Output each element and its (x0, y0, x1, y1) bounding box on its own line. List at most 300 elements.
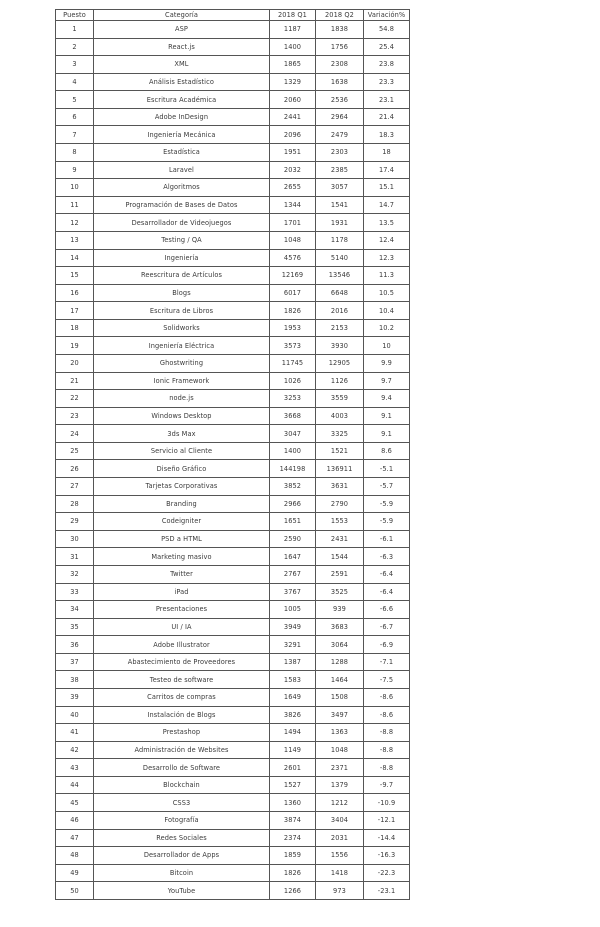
cell-2018-q2: 2303 (316, 144, 364, 162)
cell-2018-q1: 3874 (270, 812, 316, 830)
cell-2018-q1: 3668 (270, 407, 316, 425)
cell-2018-q1: 1826 (270, 302, 316, 320)
cell-2018-q1: 1527 (270, 776, 316, 794)
cell-variacion: -7.5 (364, 671, 410, 689)
cell-puesto: 37 (56, 653, 94, 671)
cell-2018-q2: 2153 (316, 319, 364, 337)
cell-categoria: Branding (94, 495, 270, 513)
cell-2018-q2: 1126 (316, 372, 364, 390)
cell-2018-q1: 3291 (270, 636, 316, 654)
table-row (56, 196, 410, 214)
cell-2018-q2: 973 (316, 882, 364, 900)
table-row (56, 671, 410, 689)
table-row (56, 688, 410, 706)
cell-puesto: 25 (56, 442, 94, 460)
cell-puesto: 34 (56, 601, 94, 619)
cell-2018-q1: 1649 (270, 688, 316, 706)
cell-puesto: 7 (56, 126, 94, 144)
cell-puesto: 31 (56, 548, 94, 566)
cell-variacion: 23.3 (364, 73, 410, 91)
cell-categoria: Escritura de Libros (94, 302, 270, 320)
cell-2018-q2: 4003 (316, 407, 364, 425)
cell-2018-q1: 1026 (270, 372, 316, 390)
cell-puesto: 26 (56, 460, 94, 478)
cell-2018-q1: 1360 (270, 794, 316, 812)
table-row (56, 812, 410, 830)
cell-categoria: Desarrollador de Videojuegos (94, 214, 270, 232)
cell-puesto: 21 (56, 372, 94, 390)
cell-2018-q1: 1494 (270, 724, 316, 742)
cell-categoria: Testeo de software (94, 671, 270, 689)
cell-puesto: 49 (56, 864, 94, 882)
cell-variacion: 15.1 (364, 179, 410, 197)
cell-variacion: 17.4 (364, 161, 410, 179)
cell-2018-q2: 2964 (316, 108, 364, 126)
cell-puesto: 20 (56, 354, 94, 372)
cell-puesto: 12 (56, 214, 94, 232)
cell-categoria: Laravel (94, 161, 270, 179)
cell-categoria: Prestashop (94, 724, 270, 742)
cell-variacion: 12.4 (364, 231, 410, 249)
cell-2018-q2: 2031 (316, 829, 364, 847)
cell-2018-q1: 1048 (270, 231, 316, 249)
cell-2018-q1: 3573 (270, 337, 316, 355)
cell-categoria: Ghostwriting (94, 354, 270, 372)
cell-2018-q2: 1464 (316, 671, 364, 689)
cell-variacion: 23.1 (364, 91, 410, 109)
table-row (56, 565, 410, 583)
cell-2018-q2: 1541 (316, 196, 364, 214)
cell-2018-q2: 2790 (316, 495, 364, 513)
cell-puesto: 48 (56, 847, 94, 865)
cell-puesto: 5 (56, 91, 94, 109)
cell-2018-q2: 5140 (316, 249, 364, 267)
cell-categoria: Blogs (94, 284, 270, 302)
cell-puesto: 16 (56, 284, 94, 302)
table-body (56, 21, 410, 900)
cell-categoria: Administración de Websites (94, 741, 270, 759)
cell-puesto: 43 (56, 759, 94, 777)
cell-2018-q2: 1931 (316, 214, 364, 232)
cell-categoria: Algoritmos (94, 179, 270, 197)
cell-puesto: 22 (56, 390, 94, 408)
cell-variacion: -5.9 (364, 495, 410, 513)
cell-categoria: Bitcoin (94, 864, 270, 882)
cell-puesto: 15 (56, 267, 94, 285)
cell-puesto: 18 (56, 319, 94, 337)
cell-categoria: CSS3 (94, 794, 270, 812)
cell-puesto: 29 (56, 513, 94, 531)
cell-2018-q1: 2096 (270, 126, 316, 144)
cell-2018-q1: 1400 (270, 442, 316, 460)
cell-2018-q2: 1521 (316, 442, 364, 460)
cell-2018-q2: 3631 (316, 478, 364, 496)
cell-categoria: Tarjetas Corporativas (94, 478, 270, 496)
cell-2018-q2: 3057 (316, 179, 364, 197)
cell-2018-q2: 6648 (316, 284, 364, 302)
table-row (56, 882, 410, 900)
cell-2018-q1: 3949 (270, 618, 316, 636)
table-row (56, 794, 410, 812)
cell-puesto: 13 (56, 231, 94, 249)
cell-2018-q2: 1638 (316, 73, 364, 91)
cell-puesto: 35 (56, 618, 94, 636)
cell-categoria: Presentaciones (94, 601, 270, 619)
cell-categoria: Codeigniter (94, 513, 270, 531)
table-row (56, 776, 410, 794)
cell-puesto: 30 (56, 530, 94, 548)
table-row (56, 91, 410, 109)
cell-categoria: Testing / QA (94, 231, 270, 249)
cell-2018-q2: 3497 (316, 706, 364, 724)
cell-categoria: Windows Desktop (94, 407, 270, 425)
cell-2018-q2: 3683 (316, 618, 364, 636)
cell-puesto: 24 (56, 425, 94, 443)
cell-puesto: 36 (56, 636, 94, 654)
cell-puesto: 47 (56, 829, 94, 847)
cell-2018-q1: 3852 (270, 478, 316, 496)
cell-2018-q1: 1005 (270, 601, 316, 619)
cell-2018-q1: 2060 (270, 91, 316, 109)
cell-variacion: 25.4 (364, 38, 410, 56)
cell-2018-q2: 13546 (316, 267, 364, 285)
header-variacion: Variación% (364, 10, 410, 21)
cell-2018-q2: 3325 (316, 425, 364, 443)
ranking-table (55, 9, 410, 900)
cell-variacion: 8.6 (364, 442, 410, 460)
cell-2018-q1: 1266 (270, 882, 316, 900)
cell-variacion: -6.7 (364, 618, 410, 636)
cell-puesto: 8 (56, 144, 94, 162)
cell-puesto: 17 (56, 302, 94, 320)
cell-2018-q1: 4576 (270, 249, 316, 267)
cell-variacion: -6.3 (364, 548, 410, 566)
cell-2018-q2: 1544 (316, 548, 364, 566)
cell-variacion: -8.8 (364, 724, 410, 742)
cell-categoria: PSD a HTML (94, 530, 270, 548)
cell-2018-q1: 2655 (270, 179, 316, 197)
table-row (56, 741, 410, 759)
table-row (56, 706, 410, 724)
cell-variacion: -5.7 (364, 478, 410, 496)
table-row (56, 161, 410, 179)
cell-2018-q1: 11745 (270, 354, 316, 372)
table-row (56, 864, 410, 882)
table-row (56, 530, 410, 548)
cell-2018-q1: 1187 (270, 21, 316, 39)
cell-2018-q1: 3047 (270, 425, 316, 443)
cell-variacion: -23.1 (364, 882, 410, 900)
table-row (56, 759, 410, 777)
cell-categoria: XML (94, 56, 270, 74)
cell-puesto: 46 (56, 812, 94, 830)
cell-2018-q1: 1149 (270, 741, 316, 759)
cell-2018-q2: 3559 (316, 390, 364, 408)
cell-variacion: 23.8 (364, 56, 410, 74)
cell-categoria: Ingeniería Mecánica (94, 126, 270, 144)
cell-puesto: 50 (56, 882, 94, 900)
cell-variacion: 10.5 (364, 284, 410, 302)
cell-variacion: -10.9 (364, 794, 410, 812)
cell-2018-q2: 2016 (316, 302, 364, 320)
cell-2018-q1: 12169 (270, 267, 316, 285)
cell-puesto: 38 (56, 671, 94, 689)
cell-categoria: Estadística (94, 144, 270, 162)
cell-2018-q2: 3404 (316, 812, 364, 830)
cell-variacion: 9.4 (364, 390, 410, 408)
cell-categoria: Solidworks (94, 319, 270, 337)
cell-2018-q1: 3253 (270, 390, 316, 408)
cell-categoria: iPad (94, 583, 270, 601)
table-row (56, 407, 410, 425)
cell-categoria: Carritos de compras (94, 688, 270, 706)
cell-puesto: 6 (56, 108, 94, 126)
table-row (56, 513, 410, 531)
cell-categoria: Desarrollador de Apps (94, 847, 270, 865)
cell-variacion: -7.1 (364, 653, 410, 671)
table-row (56, 267, 410, 285)
cell-2018-q1: 1329 (270, 73, 316, 91)
cell-2018-q2: 1508 (316, 688, 364, 706)
cell-2018-q2: 2536 (316, 91, 364, 109)
cell-categoria: UI / IA (94, 618, 270, 636)
cell-2018-q1: 1859 (270, 847, 316, 865)
cell-2018-q2: 1379 (316, 776, 364, 794)
cell-2018-q2: 2308 (316, 56, 364, 74)
cell-categoria: node.js (94, 390, 270, 408)
cell-categoria: Escritura Académica (94, 91, 270, 109)
cell-2018-q1: 2032 (270, 161, 316, 179)
table-row (56, 442, 410, 460)
table-row (56, 21, 410, 39)
cell-puesto: 39 (56, 688, 94, 706)
table-row (56, 354, 410, 372)
cell-variacion: 18 (364, 144, 410, 162)
cell-2018-q2: 1556 (316, 847, 364, 865)
table-row (56, 231, 410, 249)
table-row (56, 460, 410, 478)
cell-2018-q2: 1178 (316, 231, 364, 249)
cell-2018-q1: 1865 (270, 56, 316, 74)
cell-variacion: 13.5 (364, 214, 410, 232)
cell-categoria: Ingeniería (94, 249, 270, 267)
cell-puesto: 19 (56, 337, 94, 355)
cell-variacion: -14.4 (364, 829, 410, 847)
cell-puesto: 44 (56, 776, 94, 794)
table-row (56, 249, 410, 267)
cell-variacion: -22.3 (364, 864, 410, 882)
cell-2018-q1: 3826 (270, 706, 316, 724)
table-row (56, 390, 410, 408)
table-row (56, 478, 410, 496)
cell-2018-q1: 2441 (270, 108, 316, 126)
table-row (56, 126, 410, 144)
cell-2018-q1: 2374 (270, 829, 316, 847)
cell-2018-q2: 3525 (316, 583, 364, 601)
cell-2018-q1: 1647 (270, 548, 316, 566)
cell-variacion: 10.2 (364, 319, 410, 337)
cell-2018-q2: 2385 (316, 161, 364, 179)
cell-puesto: 14 (56, 249, 94, 267)
table-row (56, 214, 410, 232)
table-row (56, 302, 410, 320)
cell-categoria: Fotografía (94, 812, 270, 830)
cell-variacion: -6.4 (364, 565, 410, 583)
cell-variacion: 14.7 (364, 196, 410, 214)
cell-puesto: 27 (56, 478, 94, 496)
cell-categoria: Twitter (94, 565, 270, 583)
cell-2018-q1: 1344 (270, 196, 316, 214)
cell-2018-q2: 1048 (316, 741, 364, 759)
cell-variacion: -8.8 (364, 759, 410, 777)
cell-puesto: 40 (56, 706, 94, 724)
table-row (56, 73, 410, 91)
cell-variacion: -6.4 (364, 583, 410, 601)
cell-variacion: -9.7 (364, 776, 410, 794)
cell-2018-q1: 1651 (270, 513, 316, 531)
cell-puesto: 2 (56, 38, 94, 56)
cell-2018-q1: 2767 (270, 565, 316, 583)
cell-2018-q1: 2601 (270, 759, 316, 777)
cell-categoria: Redes Sociales (94, 829, 270, 847)
cell-categoria: Diseño Gráfico (94, 460, 270, 478)
cell-2018-q2: 2591 (316, 565, 364, 583)
cell-2018-q1: 1400 (270, 38, 316, 56)
cell-2018-q1: 1951 (270, 144, 316, 162)
table-header-row (56, 10, 410, 21)
cell-variacion: 54.8 (364, 21, 410, 39)
table-row (56, 618, 410, 636)
table-row (56, 179, 410, 197)
cell-categoria: Blockchain (94, 776, 270, 794)
cell-variacion: 11.3 (364, 267, 410, 285)
cell-puesto: 41 (56, 724, 94, 742)
cell-2018-q2: 1553 (316, 513, 364, 531)
cell-2018-q1: 1583 (270, 671, 316, 689)
cell-categoria: 3ds Max (94, 425, 270, 443)
table-row (56, 724, 410, 742)
table-row (56, 495, 410, 513)
cell-puesto: 23 (56, 407, 94, 425)
table-row (56, 337, 410, 355)
table-row (56, 583, 410, 601)
cell-2018-q2: 939 (316, 601, 364, 619)
cell-puesto: 4 (56, 73, 94, 91)
cell-puesto: 28 (56, 495, 94, 513)
cell-puesto: 9 (56, 161, 94, 179)
cell-2018-q1: 2966 (270, 495, 316, 513)
cell-2018-q2: 1838 (316, 21, 364, 39)
cell-categoria: Adobe Illustrator (94, 636, 270, 654)
cell-variacion: 18.3 (364, 126, 410, 144)
cell-categoria: Ionic Framework (94, 372, 270, 390)
cell-categoria: Instalación de Blogs (94, 706, 270, 724)
cell-categoria: Programación de Bases de Datos (94, 196, 270, 214)
cell-puesto: 11 (56, 196, 94, 214)
cell-categoria: Servicio al Cliente (94, 442, 270, 460)
cell-2018-q2: 1288 (316, 653, 364, 671)
cell-2018-q1: 6017 (270, 284, 316, 302)
cell-2018-q2: 12905 (316, 354, 364, 372)
cell-variacion: 10 (364, 337, 410, 355)
table-row (56, 144, 410, 162)
table-row (56, 56, 410, 74)
table-row (56, 636, 410, 654)
cell-categoria: Análisis Estadístico (94, 73, 270, 91)
table-row (56, 372, 410, 390)
cell-variacion: 9.1 (364, 407, 410, 425)
table-row (56, 38, 410, 56)
table-row (56, 548, 410, 566)
cell-2018-q1: 144198 (270, 460, 316, 478)
header-categoria: Categoría (94, 10, 270, 21)
cell-categoria: ASP (94, 21, 270, 39)
table-row (56, 601, 410, 619)
cell-categoria: React.js (94, 38, 270, 56)
header-2018-q1: 2018 Q1 (270, 10, 316, 21)
cell-variacion: -8.6 (364, 688, 410, 706)
cell-variacion: -5.1 (364, 460, 410, 478)
cell-puesto: 33 (56, 583, 94, 601)
table-row (56, 847, 410, 865)
table-row (56, 319, 410, 337)
cell-variacion: 9.9 (364, 354, 410, 372)
cell-2018-q1: 1387 (270, 653, 316, 671)
cell-2018-q2: 1363 (316, 724, 364, 742)
cell-categoria: Ingeniería Eléctrica (94, 337, 270, 355)
cell-2018-q1: 1826 (270, 864, 316, 882)
cell-2018-q2: 2371 (316, 759, 364, 777)
cell-2018-q1: 3767 (270, 583, 316, 601)
cell-categoria: Marketing masivo (94, 548, 270, 566)
cell-puesto: 10 (56, 179, 94, 197)
cell-2018-q2: 2479 (316, 126, 364, 144)
cell-puesto: 32 (56, 565, 94, 583)
table-row (56, 653, 410, 671)
cell-variacion: 9.7 (364, 372, 410, 390)
header-puesto: Puesto (56, 10, 94, 21)
cell-2018-q1: 2590 (270, 530, 316, 548)
cell-variacion: -12.1 (364, 812, 410, 830)
cell-variacion: -8.6 (364, 706, 410, 724)
cell-categoria: Reescritura de Artículos (94, 267, 270, 285)
cell-2018-q2: 3064 (316, 636, 364, 654)
cell-variacion: -16.3 (364, 847, 410, 865)
cell-variacion: -8.8 (364, 741, 410, 759)
cell-variacion: -6.6 (364, 601, 410, 619)
cell-2018-q2: 1212 (316, 794, 364, 812)
cell-2018-q2: 1756 (316, 38, 364, 56)
cell-puesto: 1 (56, 21, 94, 39)
cell-2018-q2: 3930 (316, 337, 364, 355)
cell-2018-q2: 2431 (316, 530, 364, 548)
cell-variacion: -6.1 (364, 530, 410, 548)
header-2018-q2: 2018 Q2 (316, 10, 364, 21)
cell-variacion: 21.4 (364, 108, 410, 126)
cell-categoria: Desarrollo de Software (94, 759, 270, 777)
table-row (56, 108, 410, 126)
cell-2018-q2: 136911 (316, 460, 364, 478)
cell-variacion: 12.3 (364, 249, 410, 267)
cell-variacion: -6.9 (364, 636, 410, 654)
table-row (56, 829, 410, 847)
cell-variacion: -5.9 (364, 513, 410, 531)
table-row (56, 284, 410, 302)
cell-variacion: 9.1 (364, 425, 410, 443)
table-row (56, 425, 410, 443)
cell-2018-q1: 1953 (270, 319, 316, 337)
cell-2018-q1: 1701 (270, 214, 316, 232)
